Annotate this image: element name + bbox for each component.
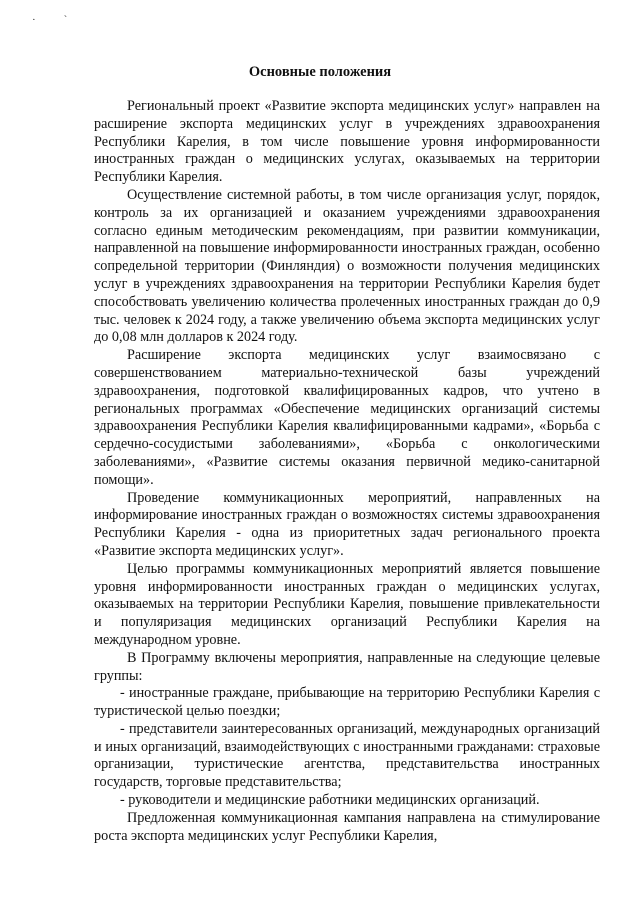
scan-specks: ·` [32, 14, 96, 26]
page-title: Основные положения [248, 64, 392, 80]
paragraph-export-expansion: Расширение экспорта медицинских услуг взаимосвязано с совершенствованием материально-технической базы учреждений здравоохранения, подготовкой квалифицированных кадров, что учтено в региональных программах «Обеспечение медицинских организаций системы здравоохранения Республики Карелия квалифицированными кадрами», «Борьба с сердечно-сосудистыми заболеваниями», «Борьба с онкологическими заболеваниями», «Развитие системы оказания первичной медико-санитарной помощи». [94, 347, 600, 488]
paragraph-intro: Региональный проект «Развитие экспорта медицинских услуг» направлен на расширение экспорта медицинских услуг в учреждениях здравоохранения Республики Карелия, в том числе повышение уровня информированности иностранных граждан о медицинских услугах, оказываемых на территории Республики Карелия. [94, 98, 600, 186]
list-item-medical-staff: - руководители и медицинские работники медицинских организаций. [120, 792, 540, 809]
paragraph-target-groups: В Программу включены мероприятия, направленные на следующие целевые группы: [94, 649, 600, 684]
document-body [94, 98, 600, 845]
paragraph-communication-events: Проведение коммуникационных мероприятий, направленных на информирование иностранных граждан о возможностях системы здравоохранения Республики Карелия - одна из приоритетных задач регионального проекта «Развитие экспорта медицинских услуг». [94, 489, 600, 559]
paragraph-program-goal: Целью программы коммуникационных мероприятий является повышение уровня информированности иностранных граждан о медицинских услугах, оказываемых на территории Республики Карелия, повышение привлекательности и популяризация медицинских организаций Республики Карелия на международном уровне. [94, 560, 600, 648]
list-item-foreign-citizens: - иностранные граждане, прибывающие на территорию Республики Карелия с туристической целью поездки; [94, 685, 600, 720]
list-item-organizations: - представители заинтересованных организаций, международных организаций и иных организаций, взаимодействующих с иностранными гражданами: страховые организации, туристические агентства, представительства иностранных государств, торговые представительства; [94, 720, 600, 791]
paragraph-system-work: Осуществление системной работы, в том числе организация услуг, порядок, контроль за их организацией и оказанием учреждениями здравоохранения согласно единым методическим рекомендациям, при развитии коммуникации, направленной на повышение информированности иностранных граждан, особенно сопредельной территории (Финляндия) о возможности получения медицинских услуг в учреждениях здравоохранения на территории Республики Карелия будет способствовать увеличению количества пролеченных иностранных граждан до 0,9 тыс. человек к 2024 году, а также увеличению объема экспорта медицинских услуг до 0,08 млн долларов к 2024 году. [94, 186, 600, 346]
paragraph-campaign: Предложенная коммуникационная кампания направлена на стимулирование роста экспорта медицинских услуг Республики Карелия, [94, 809, 600, 844]
